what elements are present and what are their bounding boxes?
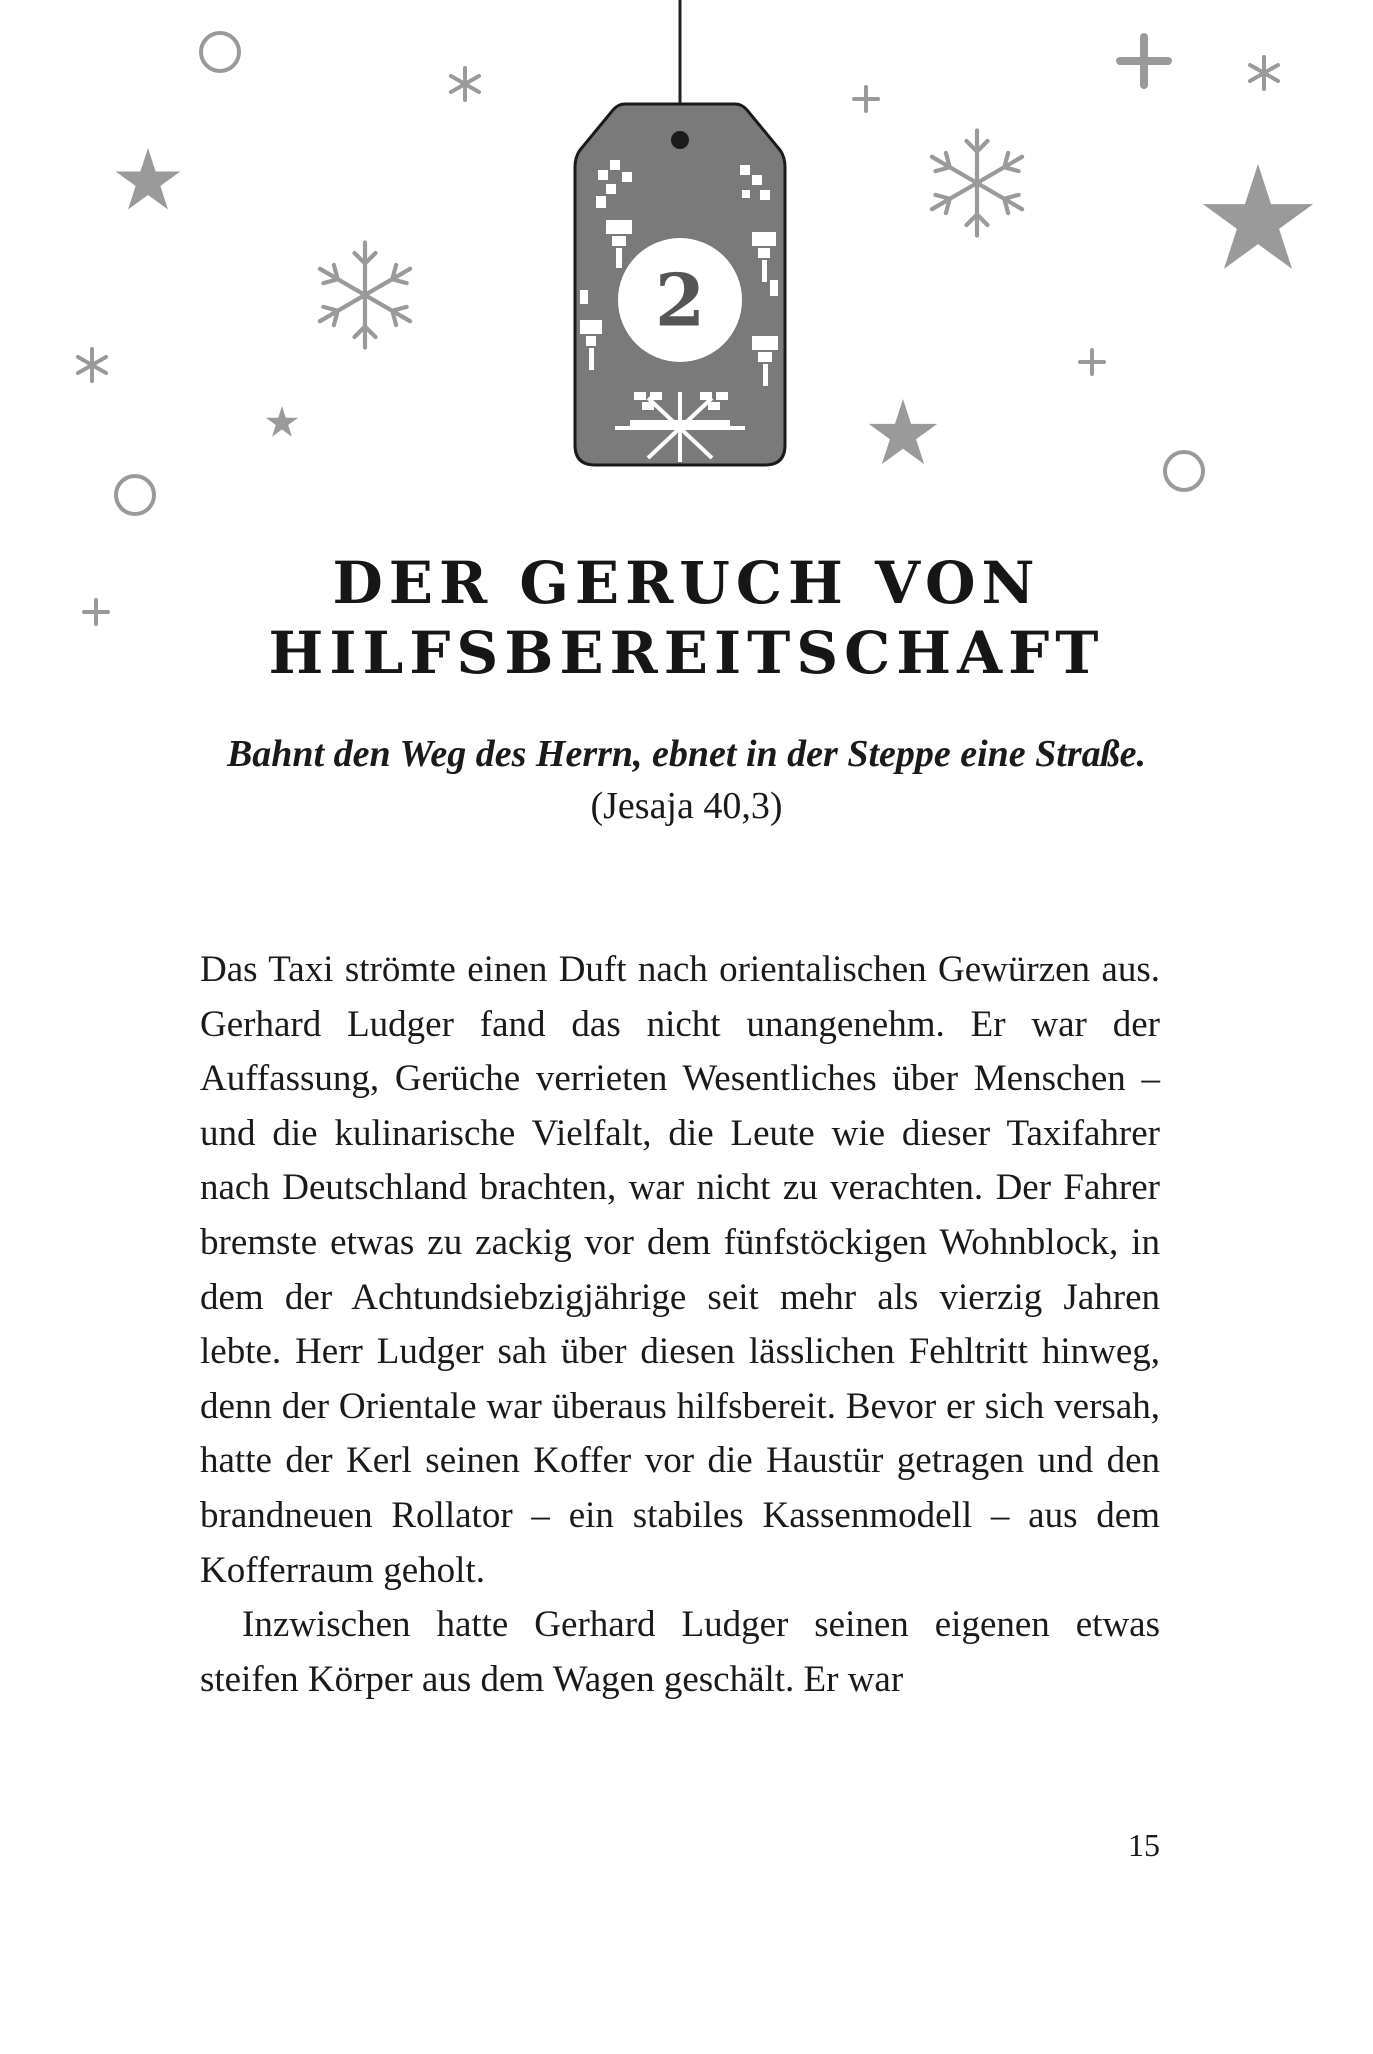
small-snowflake-icon — [451, 68, 479, 100]
tag-number: 2 — [654, 257, 706, 343]
star-ornament — [266, 406, 298, 437]
paragraph: Das Taxi strömte einen Duft nach orientalischen Gewürzen aus. Gerhard Ludger fand das nicht unangenehm. Er war der Auffassung, Gerüche verrieten Wesentliches über Menschen – und die kulinarische Vielfalt, die Leute wie dieser Taxifahrer nach Deutschland brachten, war nicht zu verachten. Der Fahrer bremste etwas zu zackig vor dem fünfstöckigen Wohnblock, in dem der Achtundsiebzigjährige seit mehr als vierzig Jahren lebte. Herr Ludger sah über diesen lässlichen Fehltritt hinweg, denn der Orientale war überaus hilfsbereit. Bevor er sich versah, hatte der Kerl seinen Koffer vor die Haustür getragen und den brandneuen Rollator – ein stabiles Kassenmodell – aus dem Kofferraum geholt. — [200, 949, 1160, 1591]
motto-quote: Bahnt den Weg des Herrn, ebnet in der Steppe eine Straße. — [226, 733, 1147, 775]
cross-icon — [84, 600, 108, 624]
star-ornament — [1203, 164, 1313, 269]
circle-ornament — [116, 476, 154, 514]
cross-icon — [1080, 350, 1104, 374]
bible-verse-motto — [150, 728, 1223, 832]
page-number: 15 — [1128, 1827, 1160, 1863]
star-ornament — [116, 148, 181, 210]
cross-icon — [854, 87, 878, 111]
circle-ornament — [1165, 452, 1203, 490]
star-ornament — [869, 399, 937, 464]
advent-tag — [575, 104, 785, 465]
chapter-title-line-1: DER GERUCH VON — [332, 549, 1041, 617]
circle-ornament — [201, 33, 239, 71]
small-snowflake-icon — [1250, 57, 1278, 89]
christmas-ornament-decoration — [0, 0, 1373, 640]
motto-reference: (Jesaja 40,3) — [590, 785, 783, 827]
body-text — [200, 943, 1160, 1707]
cross-icon — [1120, 37, 1168, 85]
snowflake-icon — [932, 131, 1022, 236]
small-snowflake-icon — [78, 349, 106, 381]
chapter-title — [200, 548, 1173, 688]
chapter-title-line-2: HILFSBEREITSCHAFT — [268, 619, 1105, 687]
snowflake-icon — [320, 243, 410, 348]
paragraph: Inzwischen hatte Gerhard Ludger seinen eigenen etwas steifen Körper aus dem Wagen geschält. Er war — [200, 1604, 1160, 1700]
tag-hole — [671, 131, 689, 149]
